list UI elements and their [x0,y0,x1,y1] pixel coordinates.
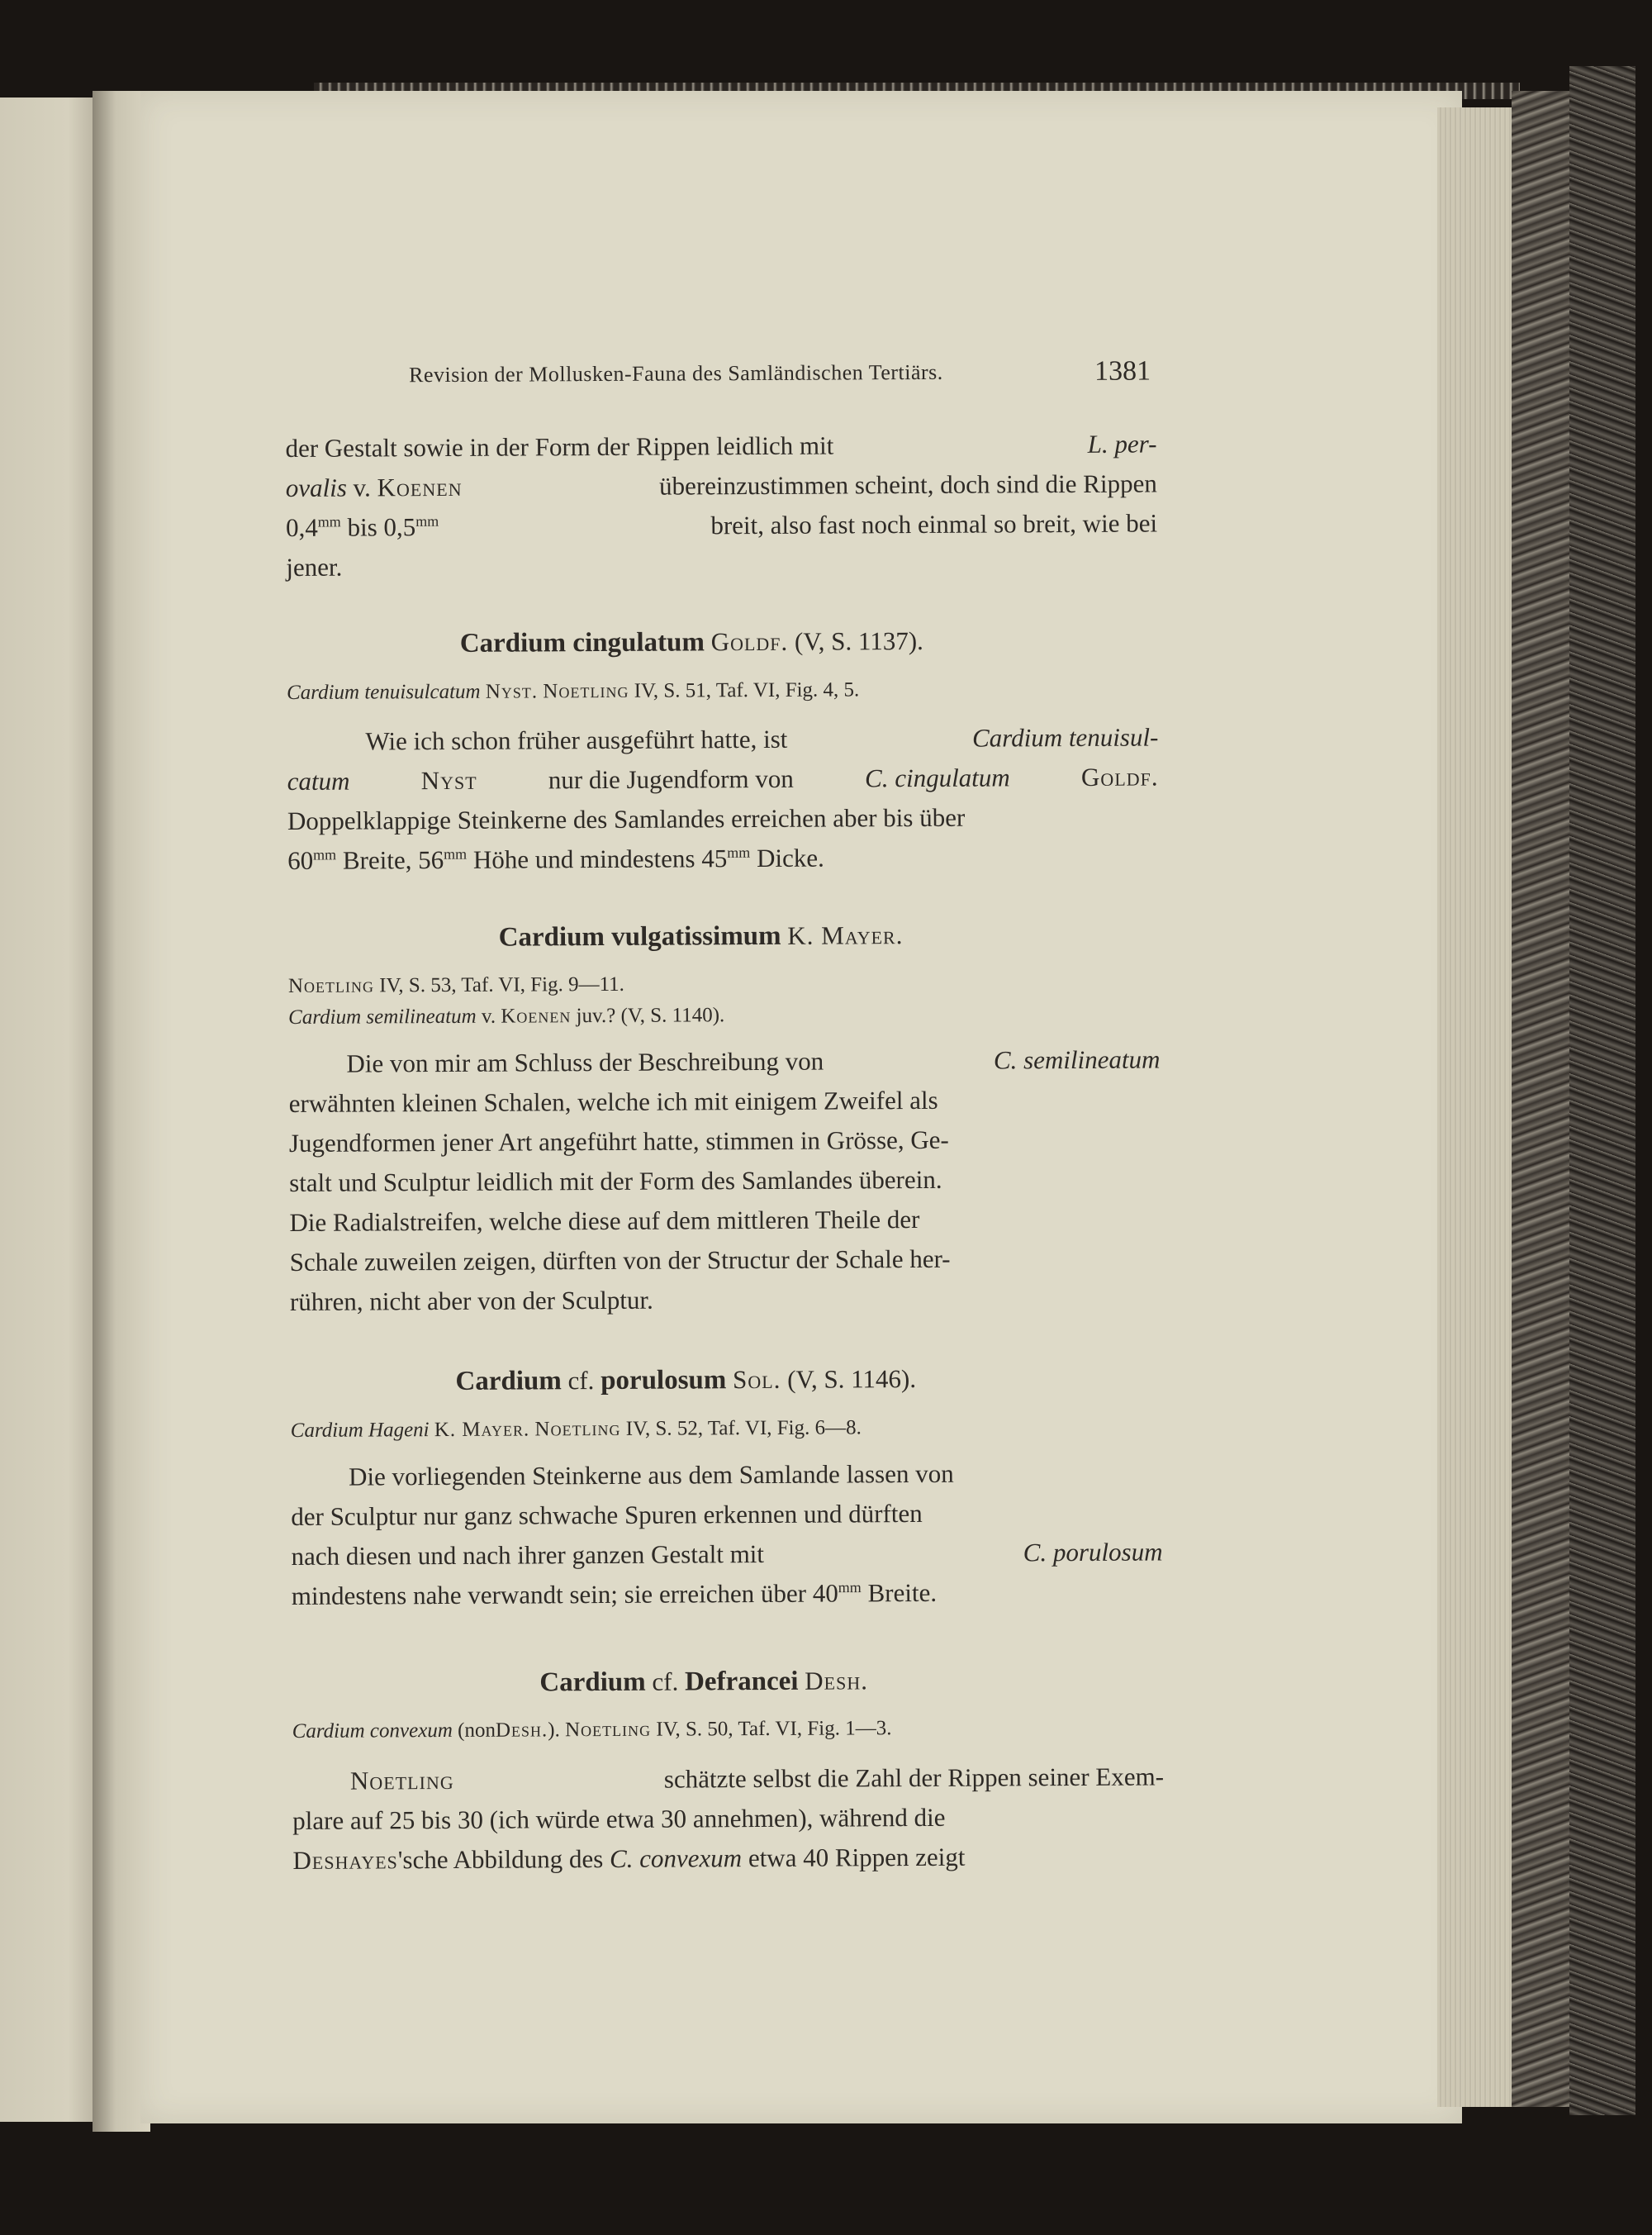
vulgatissimum-line-5: Die Radialstreifen, welche diese auf dem mittleren Theile der [289,1204,920,1237]
page-number: 1381 [1094,355,1151,387]
section-heading-porulosum: Cardium cf. porulosum Sol. (V, S. 1146). [455,1364,917,1396]
cingulatum-line-2: catum Nyst nur die Jugendform von C. cingulatum Goldf. [287,762,1159,796]
vulgatissimum-line-2: erwähnten kleinen Schalen, welche ich mit einigem Zweifel als [288,1085,938,1118]
vulgatissimum-line-4: stalt und Sculptur leidlich mit der Form des Samlandes überein. [289,1164,942,1197]
cingulatum-line-3: Doppelklappige Steinkerne des Samlandes erreichen aber bis über [287,802,966,835]
intro-line-2: ovalis v. Koenen übereinzustimmen scheint, doch sind die Rippen [285,468,1157,502]
section-heading-vulgatissimum: Cardium vulgatissimum K. Mayer. [498,920,904,953]
porulosum-line-4: mindestens nahe verwandt sein; sie erreichen über $40^{mm}$ Breite. [291,1577,938,1610]
running-header [409,360,943,388]
intro-line-3: $0,4^{mm}$ bis $0,5^{mm}$ breit, also fast noch einmal so breit, wie bei [285,508,1158,542]
cingulatum-line-1: Wie ich schon früher ausgeführt hatte, ist Cardium tenuisul- [365,722,1159,756]
vulgatissimum-line-6: Schale zuweilen zeigen, dürften von der Structur der Schale her- [289,1244,951,1277]
defrancei-line-2: plare auf 25 bis 30 (ich würde etwa 30 annehmen), während die [292,1802,946,1835]
porulosum-line-3: nach diesen und nach ihrer ganzen Gestalt mit C. porulosum [291,1537,1163,1571]
synonymy-porulosum: Cardium Hageni K. Mayer. Noetling IV, S. 52, Taf. VI, Fig. 6—8. [290,1416,862,1442]
intro-line-1: der Gestalt sowie in der Form der Rippen leidlich mit L. per- [285,429,1157,463]
defrancei-line-1: Noetling schätzte selbst die Zahl der Rippen seiner Exem- [349,1762,1165,1795]
running-title: Revision der Mollusken-Fauna des Samländischen Tertiärs. [408,359,943,388]
book-cover-marbled [1569,66,1635,2115]
page-edges [1437,107,1512,2107]
cingulatum-line-4: $60^{mm}$ Breite, $56^{mm}$ Höhe und mindestens $45^{mm}$ Dicke. [287,843,824,875]
porulosum-line-2: der Sculptur nur ganz schwache Spuren erkennen und dürften [291,1498,923,1531]
synonymy-cingulatum: Cardium tenuisulcatum Nyst. Noetling IV, S. 51, Taf. VI, Fig. 4, 5. [287,678,860,704]
left-page [0,97,97,2122]
synonymy-vulgatissimum-1: Noetling IV, S. 53, Taf. VI, Fig. 9—11. [287,972,624,997]
section-heading-defrancei: Cardium cf. Defrancei Desh. [539,1666,869,1698]
synonymy-vulgatissimum-2: Cardium semilineatum v. Koenen juv.? (V, S. 1140). [288,1004,725,1029]
intro-line-4: jener. [286,552,343,582]
vulgatissimum-line-3: Jugendformen jener Art angeführt hatte, stimmen in Grösse, Ge- [288,1125,949,1158]
section-heading-cingulatum: Cardium cingulatum Goldf. (V, S. 1137). [459,625,923,659]
porulosum-line-1: Die vorliegenden Steinkerne aus dem Samlande lassen von [348,1458,954,1491]
vulgatissimum-line-1: Die von mir am Schluss der Beschreibung von C. semilineatum [346,1044,1161,1078]
vulgatissimum-line-7: rühren, nicht aber von der Sculptur. [289,1285,653,1316]
synonymy-defrancei: Cardium convexum (nonDesh.). Noetling IV, S. 50, Taf. VI, Fig. 1—3. [292,1717,892,1743]
defrancei-line-3: Deshayes'sche Abbildung des C. convexum etwa 40 Rippen zeigt [292,1842,966,1875]
